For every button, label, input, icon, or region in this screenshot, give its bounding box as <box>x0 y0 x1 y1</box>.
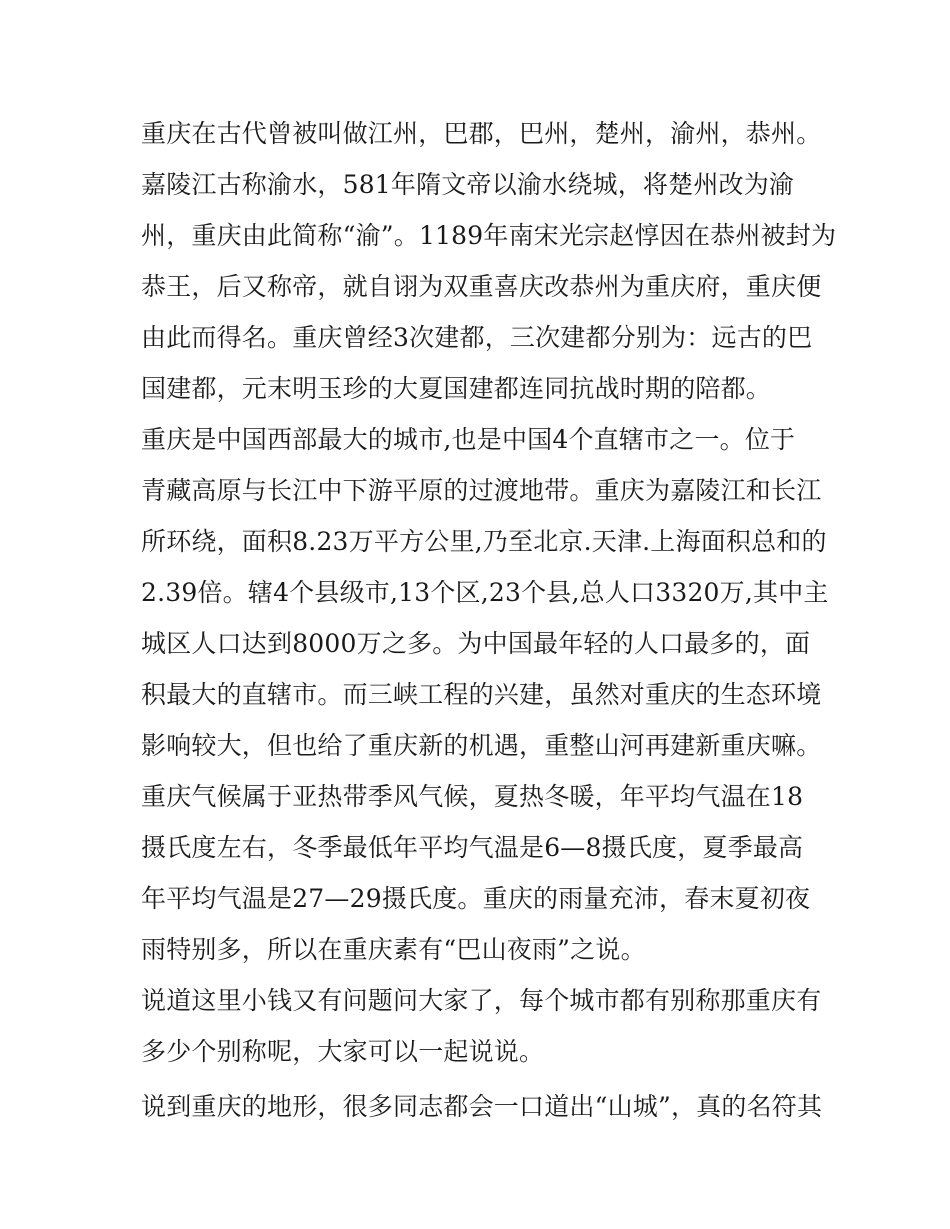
text-line: 说道这里小钱又有问题问大家了，每个城市都有别称那重庆有 <box>141 986 822 1015</box>
text-line: 积最大的直辖市。而三峡工程的兴建，虽然对重庆的生态环境 <box>141 680 822 709</box>
text-line: 恭王，后又称帝，就自诩为双重喜庆改恭州为重庆府，重庆便 <box>141 272 822 301</box>
text-line: 年平均气温是27—29摄氏度。重庆的雨量充沛，春末夏初夜 <box>141 884 811 913</box>
text-line: 摄氏度左右，冬季最低年平均气温是6—8摄氏度，夏季最高 <box>141 833 804 862</box>
text-line: 由此而得名。重庆曾经3次建都，三次建都分别为：远古的巴 <box>141 323 813 352</box>
paragraph-terrain <box>141 1081 823 1132</box>
text-line: 所环绕，面积8.23万平方公里,乃至北京.天津.上海面积总和的 <box>141 527 827 556</box>
text-line: 雨特别多，所以在重庆素有“巴山夜雨”之说。 <box>141 935 646 964</box>
text-line: 城区人口达到8000万之多。为中国最年轻的人口最多的，面 <box>141 629 811 658</box>
paragraph-geography <box>141 414 829 771</box>
text-line: 影响较大，但也给了重庆新的机遇，重整山河再建新重庆嘛。 <box>141 731 822 760</box>
text-line: 2.39倍。辖4个县级市,13个区,23个县,总人口3320万,其中主 <box>141 578 829 607</box>
text-line: 说到重庆的地形，很多同志都会一口道出“山城”，真的名符其 <box>141 1092 823 1121</box>
text-line: 重庆是中国西部最大的城市,也是中国4个直辖市之一。位于 <box>141 425 796 454</box>
text-line: 青藏高原与长江中下游平原的过渡地带。重庆为嘉陵江和长江 <box>141 476 822 505</box>
text-line: 多少个别称呢，大家可以一起说说。 <box>141 1037 545 1066</box>
paragraph-question <box>141 975 822 1077</box>
text-line: 国建都，元末明玉珍的大夏国建都连同抗战时期的陪都。 <box>141 374 772 403</box>
paragraph-climate <box>141 771 816 975</box>
document-body <box>141 108 837 1132</box>
text-line: 嘉陵江古称渝水，581年隋文帝以渝水绕城，将楚州改为渝 <box>141 170 795 199</box>
text-line: 州，重庆由此简称“渝”。1189年南宋光宗赵惇因在恭州被封为 <box>141 221 837 250</box>
paragraph-aliases <box>141 108 837 414</box>
text-line: 重庆在古代曾被叫做江州，巴郡，巴州，楚州，渝州，恭州。 <box>141 119 822 148</box>
text-line: 重庆气候属于亚热带季风气候，夏热冬暖，年平均气温在18 <box>141 782 804 811</box>
